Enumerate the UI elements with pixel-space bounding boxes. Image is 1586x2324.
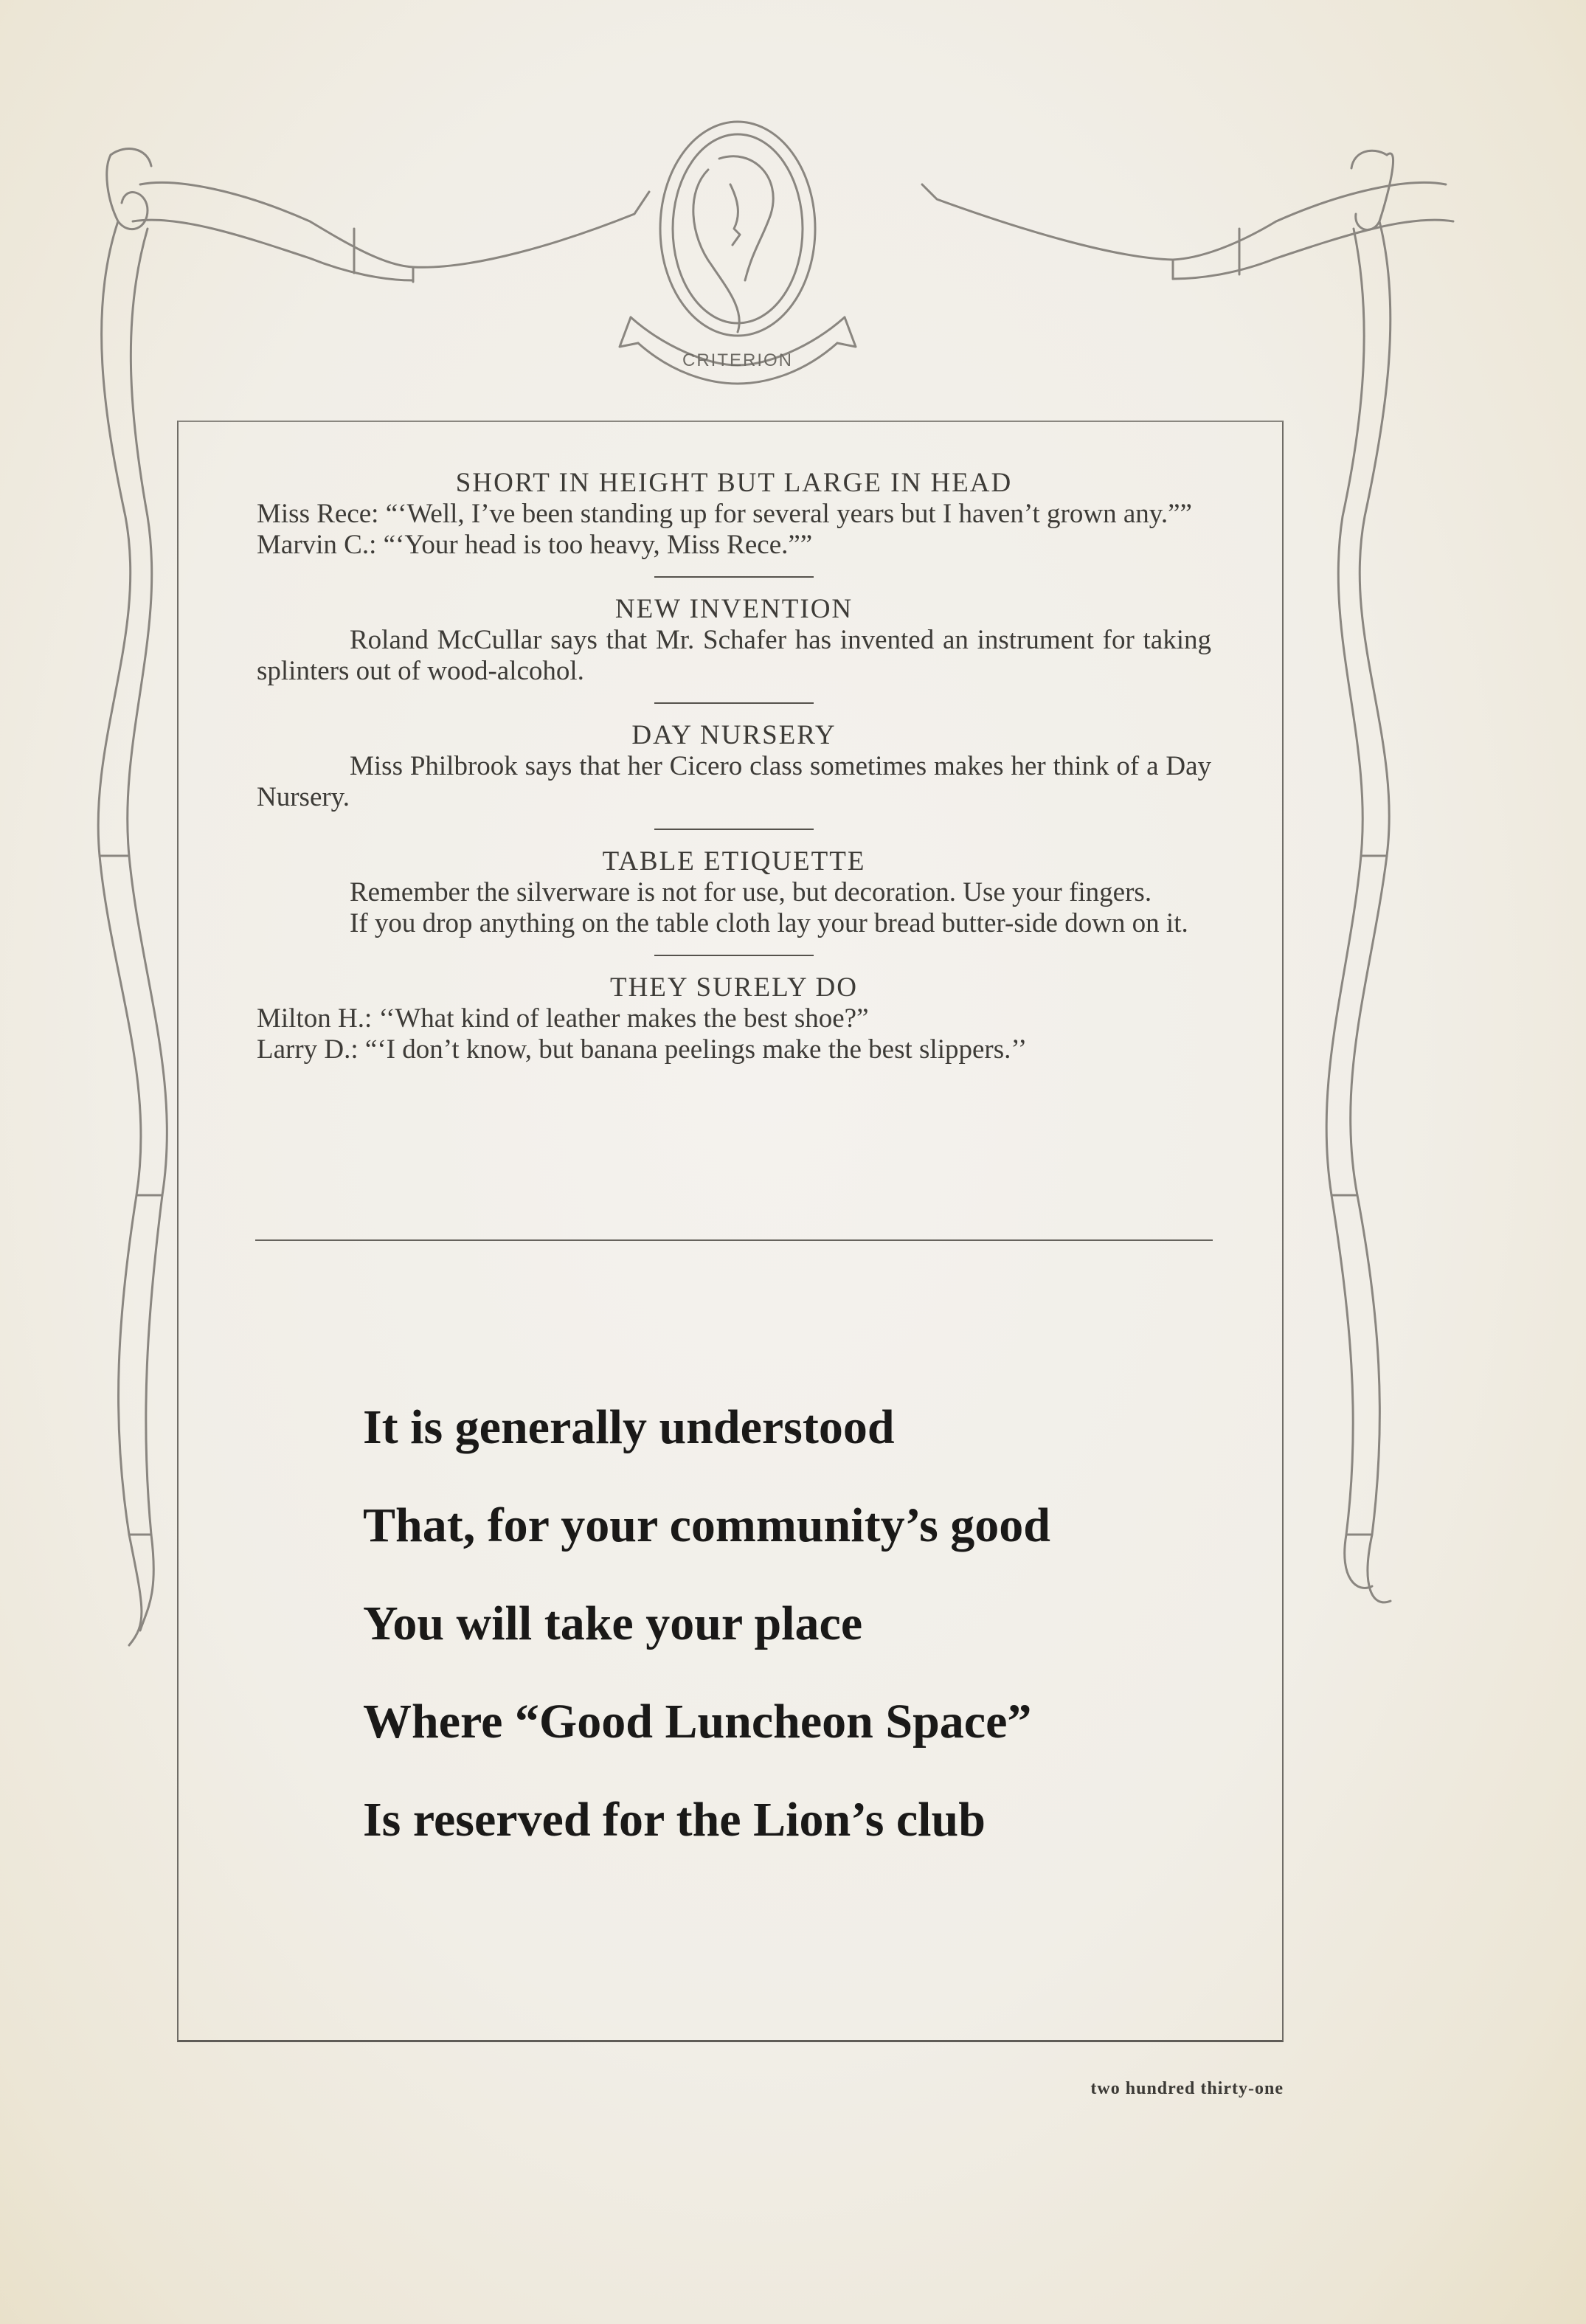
joke-heading: NEW INVENTION [614, 594, 853, 624]
ad-line: It is generally understood [363, 1400, 895, 1454]
advertisement [363, 1387, 1248, 1878]
crest-banner-text: CRITERION [682, 350, 793, 370]
section-divider [654, 576, 814, 578]
joke-heading: SHORT IN HEIGHT BUT LARGE IN HEAD [455, 468, 1013, 498]
section-divider [654, 955, 814, 956]
joke-heading: TABLE ETIQUETTE [602, 846, 866, 876]
page-number: two hundred thirty-one [1090, 2079, 1284, 2098]
joke-line: Miss Philbrook says that her Cicero class sometimes makes her think of a Day Nursery. [257, 751, 1211, 812]
joke-line: Larry D.: “‘I don’t know, but banana peelings make the best slippers.’’ [257, 1034, 1028, 1065]
section-divider [654, 702, 814, 704]
joke-section [257, 846, 1211, 939]
joke-heading: DAY NURSERY [631, 720, 837, 750]
ad-line: Where “Good Luncheon Space” [363, 1695, 1032, 1749]
joke-line: If you drop anything on the table cloth lay your bread butter-side down on it. [350, 908, 1188, 938]
joke-line: Remember the silverware is not for use, but decoration. Use your fingers. [350, 877, 1152, 907]
joke-line: Milton H.: ‘‘What kind of leather makes the best shoe?” [257, 1003, 869, 1034]
jokes-column [257, 468, 1211, 1065]
section-divider-rule [255, 1239, 1213, 1241]
joke-line: Roland McCullar says that Mr. Schafer has invented an instrument for taking splinters out of wood-alcohol. [257, 625, 1211, 686]
ad-line: You will take your place [363, 1597, 863, 1650]
joke-section [257, 972, 1211, 1065]
ad-line: That, for your community’s good [363, 1498, 1050, 1552]
joke-section [257, 594, 1211, 687]
joke-line: Marvin C.: “‘Your head is too heavy, Miss Rece.”” [257, 530, 813, 560]
ad-line: Is reserved for the Lion’s club [363, 1793, 986, 1847]
section-divider [654, 829, 814, 830]
joke-line: Miss Rece: “‘Well, I’ve been standing up for several years but I haven’t grown any.”” [257, 499, 1192, 529]
joke-heading: THEY SURELY DO [609, 972, 859, 1003]
joke-section [257, 468, 1211, 561]
joke-section [257, 720, 1211, 813]
